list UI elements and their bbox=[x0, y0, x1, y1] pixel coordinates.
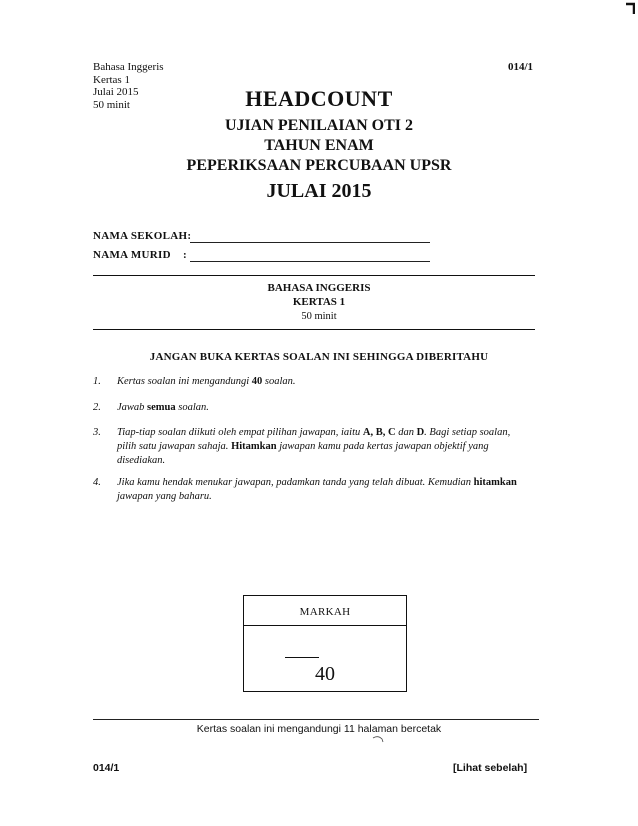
student-name-label: NAMA MURID bbox=[93, 249, 171, 261]
page-title: HEADCOUNT bbox=[245, 86, 393, 111]
marks-fraction-bar bbox=[285, 657, 319, 658]
footer-code: 014/1 bbox=[93, 762, 120, 774]
item-number: 1. bbox=[93, 376, 101, 387]
marks-divider bbox=[243, 625, 407, 626]
header-code: 014/1 bbox=[508, 61, 534, 73]
corner-scan-mark bbox=[625, 0, 635, 14]
header-duration: 50 minit bbox=[93, 98, 130, 111]
item-number: 3. bbox=[93, 427, 101, 438]
instructions-heading: JANGAN BUKA KERTAS SOALAN INI SEHINGGA DIBERITAHU bbox=[149, 351, 489, 363]
header-subject: Bahasa Inggeris bbox=[93, 61, 164, 73]
bottom-rule bbox=[93, 329, 535, 330]
top-rule bbox=[93, 275, 535, 276]
pages-note: Kertas soalan ini mengandungi 11 halaman bercetak bbox=[196, 723, 442, 735]
student-name-colon: : bbox=[183, 249, 187, 261]
item-number: 2. bbox=[93, 402, 101, 413]
header-paper: Kertas 1 bbox=[93, 73, 130, 86]
school-name-label: NAMA SEKOLAH: bbox=[93, 230, 192, 242]
instruction-item-3: 3. Tiap-tiap soalan diikuti oleh empat pilihan jawapan, iaitu A, B, C dan D. Bagi setiap soalan, pilih satu jawapan sahaja. Hitamkan jawapan kamu pada kertas jawapan objektif yang disediakan. bbox=[93, 427, 511, 466]
marks-total: 40 bbox=[315, 663, 335, 685]
box-paper: KERTAS 1 bbox=[292, 296, 346, 308]
instruction-item-4: 4. Jika kamu hendak menukar jawapan, padamkan tanda yang telah dibuat. Kemudian hitamkan jawapan yang baharu. bbox=[93, 477, 517, 502]
title-line-1: UJIAN PENILAIAN OTI 2 bbox=[224, 117, 414, 134]
school-name-field[interactable] bbox=[190, 242, 430, 243]
title-line-4: JULAI 2015 bbox=[266, 180, 372, 202]
header-date: Julai 2015 bbox=[93, 86, 139, 98]
marks-title: MARKAH bbox=[299, 606, 351, 618]
instruction-item-1: 1. Kertas soalan ini mengandungi 40 soalan. bbox=[93, 376, 296, 387]
next-page-note: [Lihat sebelah] bbox=[453, 762, 528, 774]
footer-rule bbox=[93, 719, 539, 720]
student-name-field[interactable] bbox=[190, 261, 430, 262]
title-line-3: PEPERIKSAAN PERCUBAAN UPSR bbox=[186, 157, 452, 174]
title-line-2: TAHUN ENAM bbox=[264, 137, 374, 154]
box-subject: BAHASA INGGERIS bbox=[267, 282, 371, 294]
box-duration: 50 minit bbox=[301, 311, 337, 322]
instruction-item-2: 2. Jawab semua soalan. bbox=[93, 402, 209, 413]
item-number: 4. bbox=[93, 477, 101, 488]
pen-mark-icon bbox=[372, 735, 384, 743]
